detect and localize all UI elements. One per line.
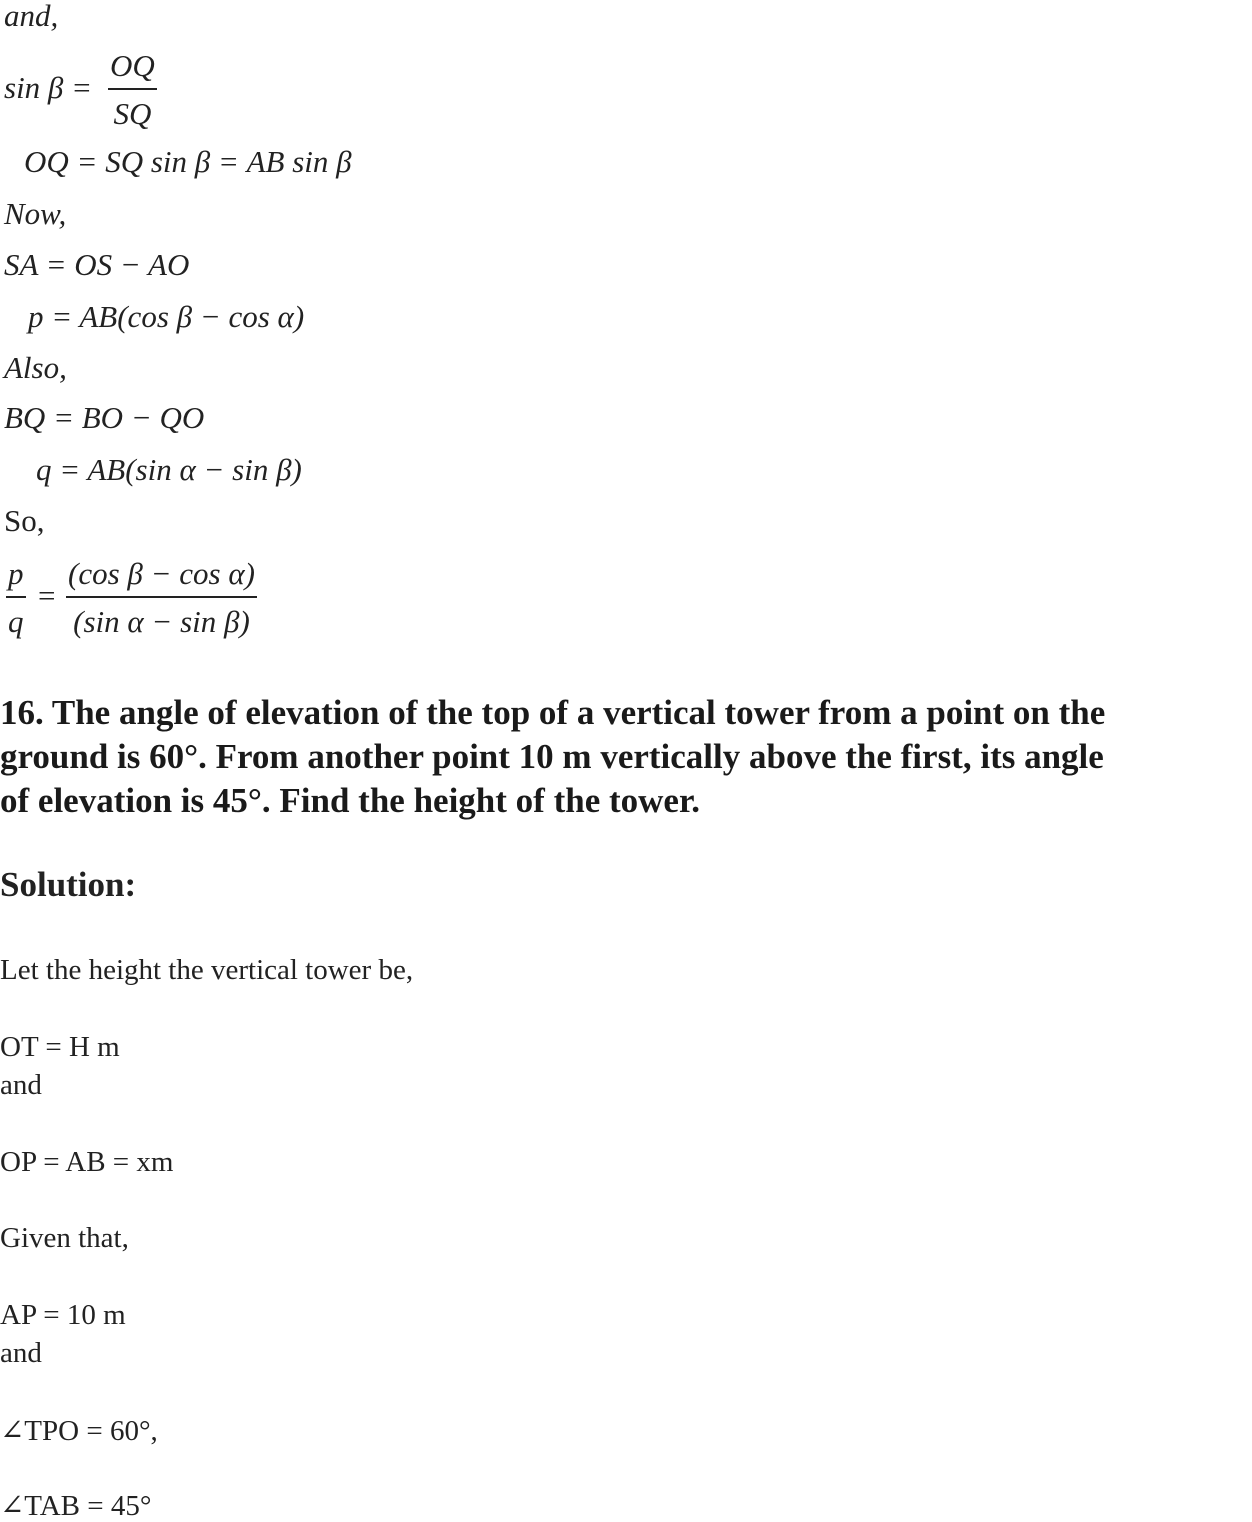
fraction-cos-sin — [66, 556, 257, 640]
solution-line: Let the height the vertical tower be, — [0, 954, 414, 986]
text-so: So, — [4, 503, 45, 538]
numerator: (cos β − cos α) — [66, 556, 257, 598]
solution-line: ∠TAB = 45° — [0, 1490, 152, 1522]
text-now: Now, — [4, 196, 67, 231]
question-line-1: 16. The angle of elevation of the top of a vertical tower from a point on the — [0, 693, 1106, 732]
equation-p: p = AB(cos β − cos α) — [28, 299, 305, 334]
solution-line: ∠TPO = 60°, — [0, 1415, 158, 1447]
equals-sign: = — [38, 578, 56, 613]
numerator: OQ — [108, 48, 157, 90]
solution-line: Given that, — [0, 1222, 129, 1254]
question-line-2: ground is 60°. From another point 10 m vertically above the first, its angle — [0, 737, 1104, 776]
solution-line: AP = 10 m — [0, 1299, 126, 1331]
solution-heading: Solution: — [0, 865, 137, 904]
denominator: q — [8, 604, 24, 639]
text-and: and, — [4, 0, 59, 33]
equation-bq: BQ = BO − QO — [4, 400, 205, 435]
solution-line: OP = AB = xm — [0, 1146, 174, 1178]
question-line-3: of elevation is 45°. Find the height of the tower. — [0, 781, 701, 820]
sin-beta-lhs: sin β = — [4, 70, 93, 105]
fraction-oq-sq — [108, 48, 157, 132]
solution-line: and — [0, 1337, 42, 1369]
numerator: p — [6, 556, 26, 598]
equation-oq: OQ = SQ sin β = AB sin β — [24, 144, 352, 179]
denominator: SQ — [113, 96, 152, 131]
equation-sa: SA = OS − AO — [4, 247, 190, 282]
solution-line: OT = H m — [0, 1031, 120, 1063]
solution-line: and — [0, 1069, 42, 1101]
fraction-p-q — [6, 556, 26, 640]
text-also: Also, — [4, 350, 67, 385]
equation-q: q = AB(sin α − sin β) — [36, 452, 302, 487]
denominator: (sin α − sin β) — [73, 604, 250, 639]
